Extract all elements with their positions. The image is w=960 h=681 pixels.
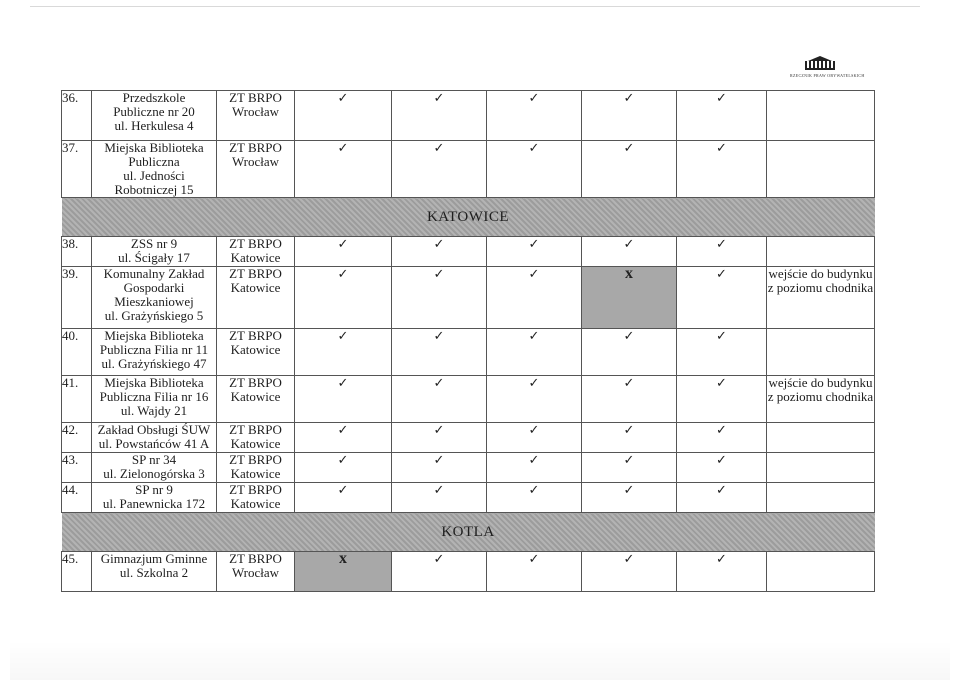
team-location-line: ZT BRPO: [229, 452, 282, 467]
team-location-line: Katowice: [230, 250, 281, 265]
team-location-line: Katowice: [230, 466, 281, 481]
institution-name-line: ul. Ścigały 17: [118, 250, 190, 265]
checkmark-icon: ✓: [295, 237, 392, 267]
remark-note: [767, 376, 875, 423]
institution-name-line: ul. Herkulesa 4: [114, 118, 194, 133]
checkmark-icon: ✓: [487, 453, 582, 483]
scan-shadow: [10, 640, 950, 680]
institution-name-line: ul. Wajdy 21: [120, 403, 188, 418]
row-number: 37.: [62, 141, 92, 198]
row-number: 44.: [62, 483, 92, 513]
checkmark-icon: ✓: [295, 453, 392, 483]
checkmark-icon: ✓: [582, 376, 677, 423]
institution-name-line: Miejska Biblioteka: [104, 375, 204, 390]
team-location-line: ZT BRPO: [229, 90, 282, 105]
cross-icon: x: [582, 267, 677, 329]
checkmark-icon: ✓: [392, 329, 487, 376]
section-header-label: KATOWICE: [426, 209, 510, 225]
institution-name-line: Publiczne nr 20: [113, 104, 195, 119]
institution-name: [92, 329, 217, 376]
institution-name: [92, 552, 217, 592]
checkmark-icon: ✓: [392, 376, 487, 423]
section-header-row: [62, 513, 875, 552]
institution-name-line: Gimnazjum Gminne: [100, 551, 208, 566]
row-number: 42.: [62, 423, 92, 453]
institution-name-line: ul. Powstańców 41 A: [98, 436, 210, 451]
checkmark-icon: ✓: [677, 329, 767, 376]
checkmark-icon: ✓: [487, 237, 582, 267]
checkmark-icon: ✓: [487, 267, 582, 329]
checkmark-icon: ✓: [487, 423, 582, 453]
institution-name-line: Publiczna: [128, 154, 180, 169]
team-location: [217, 91, 295, 141]
institution-name-line: Miejska Biblioteka: [104, 140, 204, 155]
checkmark-icon: ✓: [582, 329, 677, 376]
team-location-line: Katowice: [230, 389, 281, 404]
institution-name-line: Gospodarki: [123, 280, 185, 295]
table-row: [62, 141, 875, 198]
institution-name-line: Przedszkole: [122, 90, 186, 105]
row-number: 38.: [62, 237, 92, 267]
logo-caption: RZECZNIK PRAW OBYWATELSKICH: [790, 73, 865, 78]
cross-icon: x: [295, 552, 392, 592]
institution-name-line: ul. Panewnicka 172: [102, 496, 206, 511]
institution-name: [92, 453, 217, 483]
checkmark-icon: ✓: [392, 423, 487, 453]
row-number: 43.: [62, 453, 92, 483]
remark-note: [767, 552, 875, 592]
team-location-line: ZT BRPO: [229, 236, 282, 251]
institution-name: [92, 423, 217, 453]
checkmark-icon: ✓: [677, 483, 767, 513]
checkmark-icon: ✓: [392, 141, 487, 198]
section-header: [62, 198, 875, 237]
institution-name-line: Komunalny Zakład: [103, 266, 205, 281]
accessibility-table: [61, 90, 875, 592]
team-location-line: Katowice: [230, 342, 281, 357]
checkmark-icon: ✓: [487, 91, 582, 141]
team-location: [217, 329, 295, 376]
institution-name-line: ul. Zielonogórska 3: [103, 466, 205, 481]
logo-building-icon: [805, 61, 835, 70]
institution-name-line: Publiczna Filia nr 16: [99, 389, 209, 404]
checkmark-icon: ✓: [392, 552, 487, 592]
checkmark-icon: ✓: [487, 376, 582, 423]
team-location: [217, 141, 295, 198]
team-location: [217, 267, 295, 329]
checkmark-icon: ✓: [677, 141, 767, 198]
checkmark-icon: ✓: [392, 453, 487, 483]
checkmark-icon: ✓: [582, 91, 677, 141]
table-row: [62, 483, 875, 513]
team-location: [217, 423, 295, 453]
institution-name-line: Mieszkaniowej: [114, 294, 194, 309]
office-logo: [790, 56, 865, 84]
institution-name-line: ul. Szkolna 2: [119, 565, 189, 580]
institution-name-line: SP nr 34: [131, 452, 177, 467]
team-location-line: Katowice: [230, 280, 281, 295]
table-row: [62, 267, 875, 329]
table-row: [62, 552, 875, 592]
remark-note-line: wejście do budynku: [768, 375, 873, 390]
institution-name-line: Miejska Biblioteka: [104, 328, 204, 343]
remark-note: [767, 141, 875, 198]
team-location: [217, 237, 295, 267]
institution-name-line: ul. Jedności: [123, 168, 185, 183]
checkmark-icon: ✓: [295, 91, 392, 141]
row-number: 39.: [62, 267, 92, 329]
team-location: [217, 552, 295, 592]
remark-note: [767, 483, 875, 513]
remark-note: [767, 329, 875, 376]
remark-note-line: z poziomu chodnika: [767, 389, 874, 404]
section-header: [62, 513, 875, 552]
checkmark-icon: ✓: [392, 267, 487, 329]
institution-name: [92, 141, 217, 198]
checkmark-icon: ✓: [582, 423, 677, 453]
team-location-line: Wrocław: [231, 154, 280, 169]
checkmark-icon: ✓: [582, 483, 677, 513]
row-number: 45.: [62, 552, 92, 592]
institution-name: [92, 267, 217, 329]
remark-note: [767, 423, 875, 453]
institution-name-line: ul. Grażyńskiego 47: [101, 356, 207, 371]
team-location-line: ZT BRPO: [229, 482, 282, 497]
institution-name-line: ul. Grażyńskiego 5: [104, 308, 204, 323]
team-location: [217, 376, 295, 423]
team-location: [217, 483, 295, 513]
checkmark-icon: ✓: [677, 376, 767, 423]
checkmark-icon: ✓: [582, 552, 677, 592]
checkmark-icon: ✓: [295, 329, 392, 376]
checkmark-icon: ✓: [582, 141, 677, 198]
team-location-line: ZT BRPO: [229, 140, 282, 155]
institution-name: [92, 237, 217, 267]
row-number: 40.: [62, 329, 92, 376]
remark-note: [767, 267, 875, 329]
checkmark-icon: ✓: [677, 453, 767, 483]
checkmark-icon: ✓: [677, 237, 767, 267]
team-location-line: ZT BRPO: [229, 328, 282, 343]
checkmark-icon: ✓: [487, 483, 582, 513]
checkmark-icon: ✓: [487, 329, 582, 376]
page-top-rule: [30, 6, 920, 7]
institution-name-line: Robotniczej 15: [114, 182, 194, 197]
remark-note: [767, 453, 875, 483]
team-location-line: ZT BRPO: [229, 422, 282, 437]
checkmark-icon: ✓: [295, 483, 392, 513]
institution-name: [92, 483, 217, 513]
remark-note-line: wejście do budynku: [768, 266, 873, 281]
checkmark-icon: ✓: [487, 141, 582, 198]
remark-note: [767, 91, 875, 141]
team-location-line: Katowice: [230, 496, 281, 511]
checkmark-icon: ✓: [295, 267, 392, 329]
team-location-line: ZT BRPO: [229, 375, 282, 390]
checkmark-icon: ✓: [677, 267, 767, 329]
section-header-row: [62, 198, 875, 237]
checkmark-icon: ✓: [582, 453, 677, 483]
checkmark-icon: ✓: [392, 237, 487, 267]
table-row: [62, 329, 875, 376]
institution-name: [92, 376, 217, 423]
team-location-line: Wrocław: [231, 565, 280, 580]
row-number: 36.: [62, 91, 92, 141]
team-location-line: ZT BRPO: [229, 551, 282, 566]
checkmark-icon: ✓: [392, 483, 487, 513]
institution-name-line: Publiczna Filia nr 11: [99, 342, 209, 357]
institution-name-line: ZSS nr 9: [130, 236, 178, 251]
remark-note-line: z poziomu chodnika: [767, 280, 874, 295]
checkmark-icon: ✓: [295, 141, 392, 198]
table-row: [62, 91, 875, 141]
team-location-line: Wrocław: [231, 104, 280, 119]
team-location: [217, 453, 295, 483]
table-row: [62, 423, 875, 453]
institution-name-line: SP nr 9: [135, 482, 173, 497]
team-location-line: Katowice: [230, 436, 281, 451]
remark-note: [767, 237, 875, 267]
team-location-line: ZT BRPO: [229, 266, 282, 281]
checkmark-icon: ✓: [677, 423, 767, 453]
checkmark-icon: ✓: [582, 237, 677, 267]
institution-name: [92, 91, 217, 141]
row-number: 41.: [62, 376, 92, 423]
checkmark-icon: ✓: [677, 91, 767, 141]
checkmark-icon: ✓: [295, 423, 392, 453]
checkmark-icon: ✓: [677, 552, 767, 592]
table-body: [62, 91, 875, 592]
section-header-label: KOTLA: [441, 524, 495, 540]
institution-name-line: Zakład Obsługi ŚUW: [97, 422, 211, 437]
checkmark-icon: ✓: [392, 91, 487, 141]
table-row: [62, 376, 875, 423]
checkmark-icon: ✓: [295, 376, 392, 423]
table-row: [62, 237, 875, 267]
checkmark-icon: ✓: [487, 552, 582, 592]
table-row: [62, 453, 875, 483]
